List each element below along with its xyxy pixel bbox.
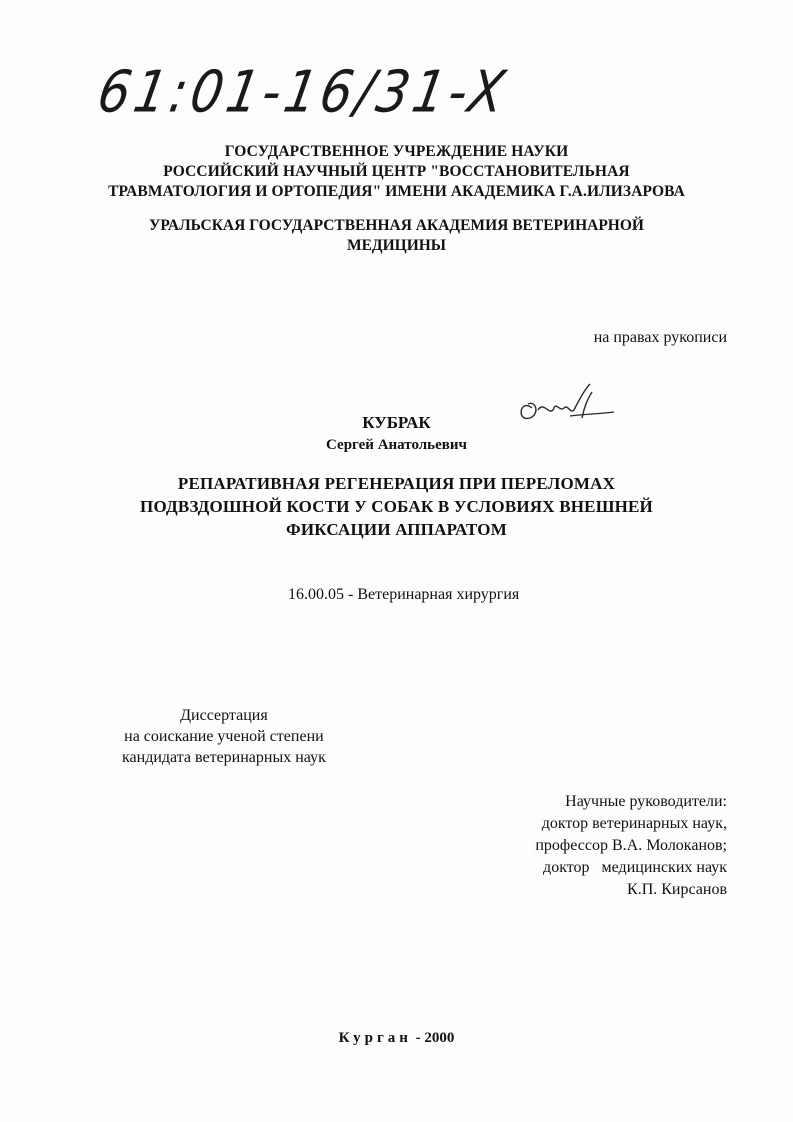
supervisor-line: профессор В.А. Молоканов; — [535, 837, 727, 854]
author-surname: КУБРАК — [362, 413, 431, 432]
signature-icon — [510, 378, 620, 438]
institution-header — [0, 142, 793, 202]
title-line: ФИКСАЦИИ АППАРАТОМ — [286, 520, 507, 539]
institution-line: ГОСУДАРСТВЕННОЕ УЧРЕЖДЕНИЕ НАУКИ — [224, 143, 569, 160]
title-line: РЕПАРАТИВНАЯ РЕГЕНЕРАЦИЯ ПРИ ПЕРЕЛОМАХ — [177, 474, 616, 493]
thesis-title — [0, 472, 793, 541]
title-line: ПОДВЗДОШНОЙ КОСТИ У СОБАК В УСЛОВИЯХ ВНЕШНЕЙ — [140, 497, 653, 516]
institution-line: ТРАВМАТОЛОГИЯ И ОРТОПЕДИЯ" ИМЕНИ АКАДЕМИКА Г.А.ИЛИЗАРОВА — [108, 183, 685, 200]
academy-line: УРАЛЬСКАЯ ГОСУДАРСТВЕННАЯ АКАДЕМИЯ ВЕТЕРИНАРНОЙ — [149, 217, 644, 234]
archive-code-text: 61:01-16/31-X — [93, 58, 514, 126]
supervisors-block — [535, 791, 727, 901]
handwritten-archive-code — [93, 40, 514, 126]
institution-line: РОССИЙСКИЙ НАУЧНЫЙ ЦЕНТР "ВОССТАНОВИТЕЛЬНАЯ — [163, 163, 630, 180]
supervisor-line: доктор медицинских наук — [543, 859, 727, 876]
supervisor-line: доктор ветеринарных наук, — [541, 815, 727, 832]
degree-statement — [122, 705, 326, 768]
degree-line: кандидата ветеринарных наук — [122, 749, 326, 766]
degree-line: на соискание ученой степени — [124, 728, 324, 745]
footer-year: 2000 — [424, 1030, 455, 1046]
specialty-code: 16.00.05 - Ветеринарная хирургия — [288, 586, 520, 603]
footer-city: Курган — [338, 1030, 412, 1046]
city-year-footer — [0, 1030, 793, 1047]
author-full-name: Сергей Анатольевич — [326, 437, 467, 453]
degree-line: Диссертация — [180, 707, 268, 724]
supervisor-line: К.П. Кирсанов — [627, 881, 727, 898]
footer-separator: - — [411, 1030, 425, 1046]
academy-header — [0, 216, 793, 256]
supervisor-line: Научные руководители: — [565, 793, 727, 810]
manuscript-note: на правах рукописи — [593, 329, 727, 346]
academy-line: МЕДИЦИНЫ — [346, 237, 447, 254]
